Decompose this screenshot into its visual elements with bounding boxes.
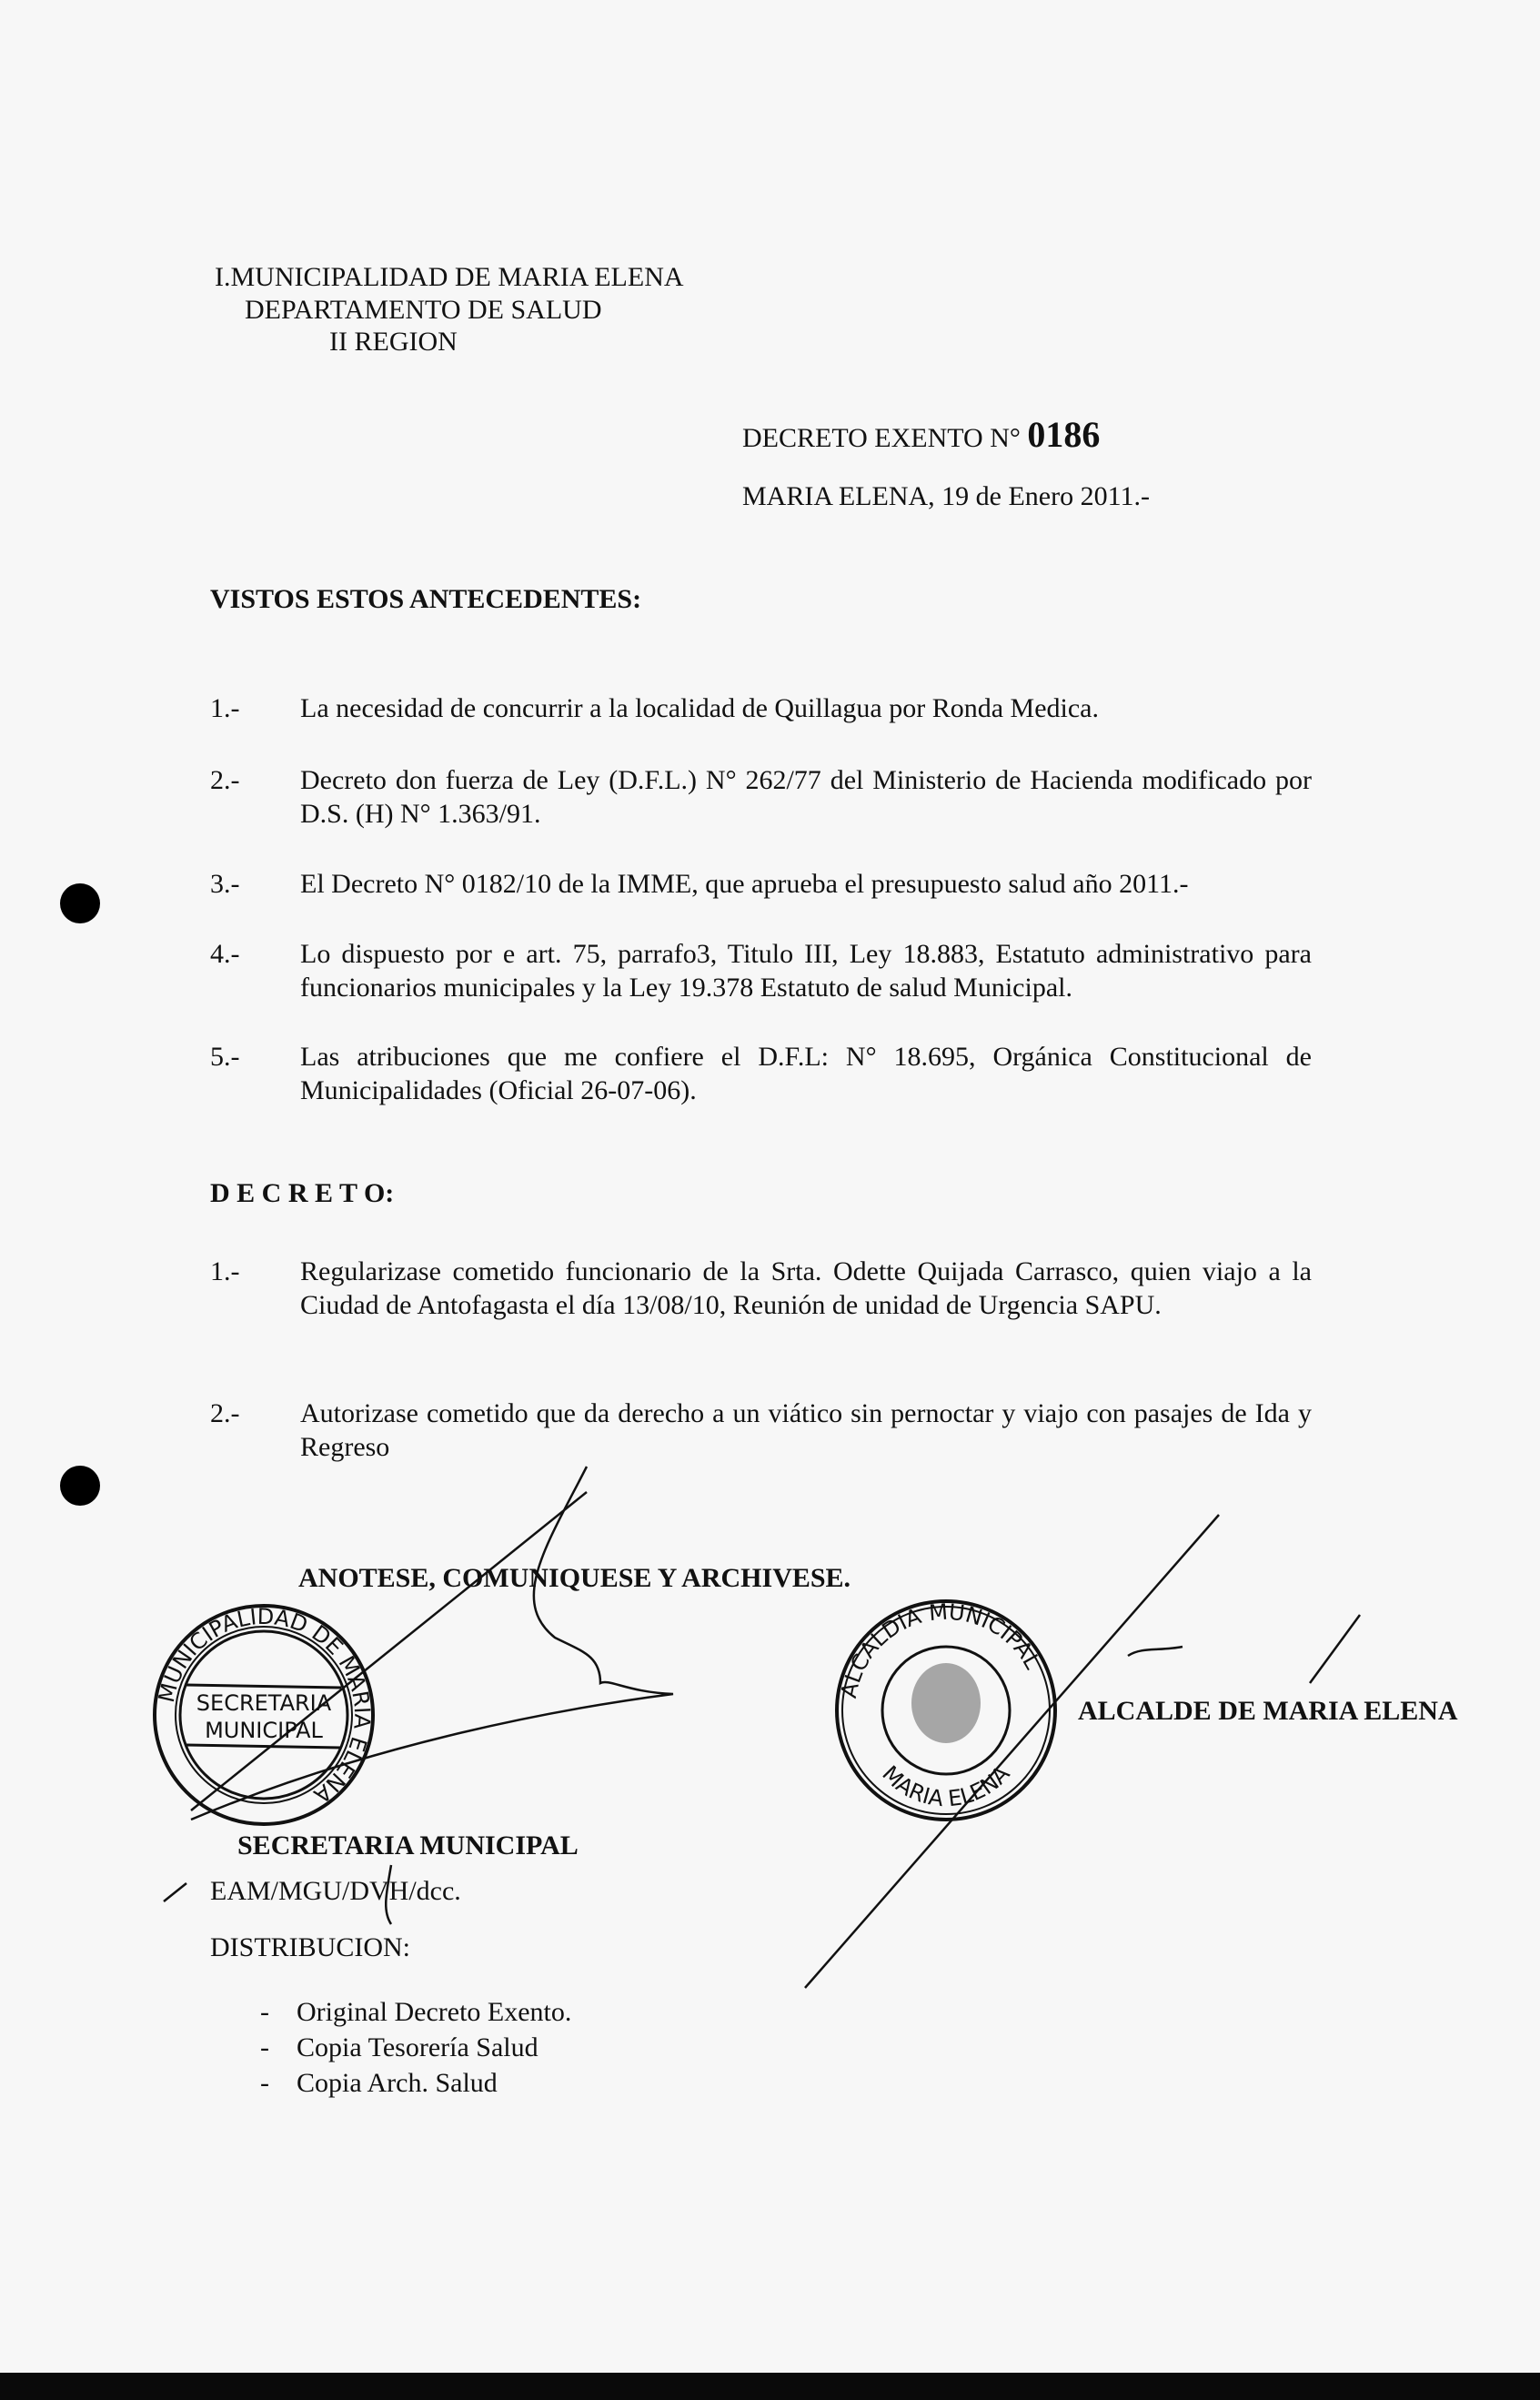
initials: EAM/MGU/DVH/dcc. — [210, 1876, 461, 1906]
header-department: DEPARTAMENTO DE SALUD — [245, 295, 602, 325]
alcaldia-stamp — [836, 1599, 1055, 1820]
distribution-item: - Original Decreto Exento. — [260, 1997, 572, 2027]
stamp-center-text: MUNICIPAL — [205, 1718, 323, 1743]
distribution-item-text: Copia Tesorería Salud — [297, 2032, 538, 2062]
header-region: II REGION — [329, 327, 458, 357]
distribution-item-text: Original Decreto Exento. — [297, 1997, 572, 2027]
vistos-item: El Decreto N° 0182/10 de la IMME, que aprueba el presupuesto salud año 2011.- — [300, 869, 1189, 899]
distribution-item-text: Copia Arch. Salud — [297, 2068, 498, 2098]
alcalde-signature-title: ALCALDE DE MARIA ELENA — [1078, 1696, 1458, 1726]
vistos-item: Lo dispuesto por e art. 75, parrafo3, Titulo III, Ley 18.883, Estatuto administrativo para funcionarios municipales y la Ley 19.378 Estatuto de salud Municipal. — [300, 939, 1312, 1003]
item-number: 1.- — [210, 693, 240, 723]
vistos-heading: VISTOS ESTOS ANTECEDENTES: — [210, 584, 642, 614]
decreto-item: Autorizase cometido que da derecho a un viático sin pernoctar y viajo con pasajes de Ida y Regreso — [300, 1398, 1312, 1462]
stamp-bottom-text: MARIA ELENA — [877, 1760, 1015, 1812]
vistos-item: Las atribuciones que me confiere el D.F.L: N° 18.695, Orgánica Constitucional de Municipalidades (Oficial 26-07-06). — [300, 1042, 1312, 1105]
place-date: MARIA ELENA, 19 de Enero 2011.- — [742, 481, 1150, 511]
secretaria-signature-title: SECRETARIA MUNICIPAL — [237, 1830, 579, 1861]
item-number: 3.- — [210, 869, 240, 899]
secretaria-stamp — [154, 1604, 375, 1824]
closing-formula: ANOTESE, COMUNIQUESE Y ARCHIVESE. — [298, 1563, 851, 1593]
handwritten-signatures — [164, 1467, 1360, 1988]
punch-hole — [60, 1466, 100, 1506]
stamp-center-text: SECRETARIA — [196, 1690, 332, 1716]
punch-hole — [60, 883, 100, 923]
decreto-heading: D E C R E T O: — [210, 1178, 395, 1208]
item-number: 1.- — [210, 1256, 240, 1286]
item-number: 2.- — [210, 1398, 240, 1428]
item-number: 2.- — [210, 765, 240, 795]
distribution-item: - Copia Arch. Salud — [260, 2068, 498, 2098]
stamp-top-text: ALCALDIA MUNICIPAL — [835, 1598, 1046, 1700]
decree-number: 0186 — [1027, 414, 1101, 455]
distribucion-heading: DISTRIBUCION: — [210, 1932, 411, 1962]
vistos-item: Decreto don fuerza de Ley (D.F.L.) N° 262/77 del Ministerio de Hacienda modificado por D.S. (H) N° 1.363/91. — [300, 765, 1312, 829]
decreto-item: Regularizase cometido funcionario de la Srta. Odette Quijada Carrasco, quien viajo a la Ciudad de Antofagasta el día 13/08/10, Reunión de unidad de Urgencia SAPU. — [300, 1256, 1312, 1320]
item-number: 5.- — [210, 1042, 240, 1072]
item-number: 4.- — [210, 939, 240, 969]
stamp-ring-text: MUNICIPALIDAD DE MARIA ELENA — [153, 1603, 376, 1809]
decree-label-text: DECRETO EXENTO N° — [742, 423, 1021, 453]
header-municipality: I.MUNICIPALIDAD DE MARIA ELENA — [215, 262, 684, 292]
vistos-item: La necesidad de concurrir a la localidad de Quillagua por Ronda Medica. — [300, 693, 1099, 723]
decree-label — [742, 414, 1100, 459]
scan-border — [0, 2373, 1540, 2400]
coat-of-arms-icon — [911, 1663, 981, 1743]
distribution-item: - Copia Tesorería Salud — [260, 2032, 538, 2062]
